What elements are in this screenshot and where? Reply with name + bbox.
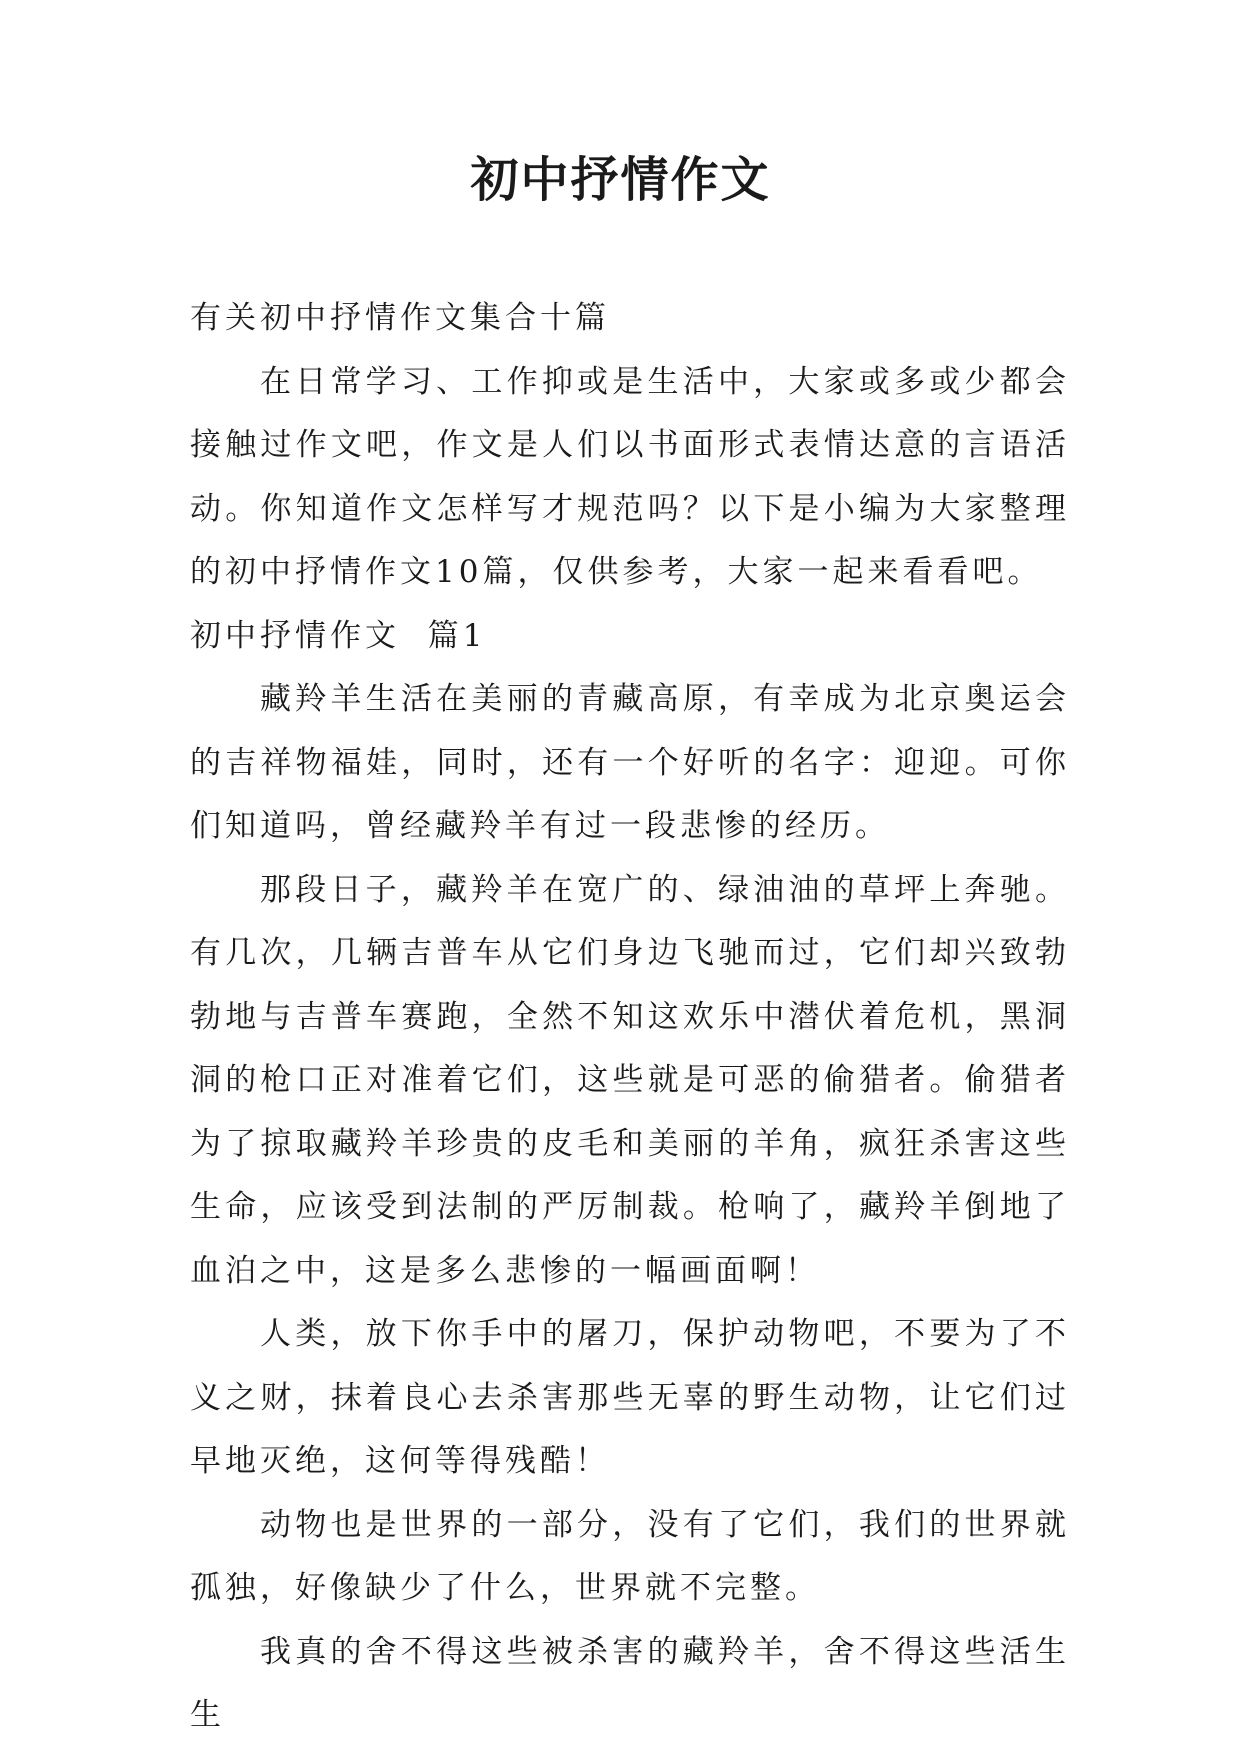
body-paragraph: 那段日子，藏羚羊在宽广的、绿油油的草坪上奔驰。有几次，几辆吉普车从它们身边飞驰而过，它们却兴致勃勃地与吉普车赛跑，全然不知这欢乐中潜伏着危机，黑洞洞的枪口正对准着它们，这些就是可恶的偷猎者。偷猎者为了掠取藏羚羊珍贵的皮毛和美丽的羊角，疯狂杀害这些生命，应该受到法制的严厉制裁。枪响了，藏羚羊倒地了血泊之中，这是多么悲惨的一幅画面啊！ [190, 871, 1070, 1289]
collection-subtitle: 有关初中抒情作文集合十篇 [190, 300, 610, 336]
body-paragraph: 我真的舍不得这些被杀害的藏羚羊，舍不得这些活生生 [190, 1633, 1070, 1733]
body-paragraph: 藏羚羊生活在美丽的青藏高原，有幸成为北京奥运会的吉祥物福娃，同时，还有一个好听的名字：迎迎。可你们知道吗，曾经藏羚羊有过一段悲惨的经历。 [190, 681, 1070, 844]
section-heading: 初中抒情作文 篇1 [190, 617, 487, 654]
intro-paragraph: 在日常学习、工作抑或是生活中，大家或多或少都会接触过作文吧，作文是人们以书面形式表情达意的言语活动。你知道作文怎样写才规范吗？以下是小编为大家整理的初中抒情作文10篇，仅供参考，大家一起来看看吧。 [190, 363, 1070, 590]
document-title: 初中抒情作文 [470, 152, 771, 208]
document-body [190, 287, 1070, 1748]
body-paragraph: 动物也是世界的一部分，没有了它们，我们的世界就孤独，好像缺少了什么，世界就不完整。 [190, 1506, 1070, 1606]
body-paragraph: 人类，放下你手中的屠刀，保护动物吧，不要为了不义之财，抹着良心去杀害那些无辜的野生动物，让它们过早地灭绝，这何等得残酷！ [190, 1316, 1070, 1479]
